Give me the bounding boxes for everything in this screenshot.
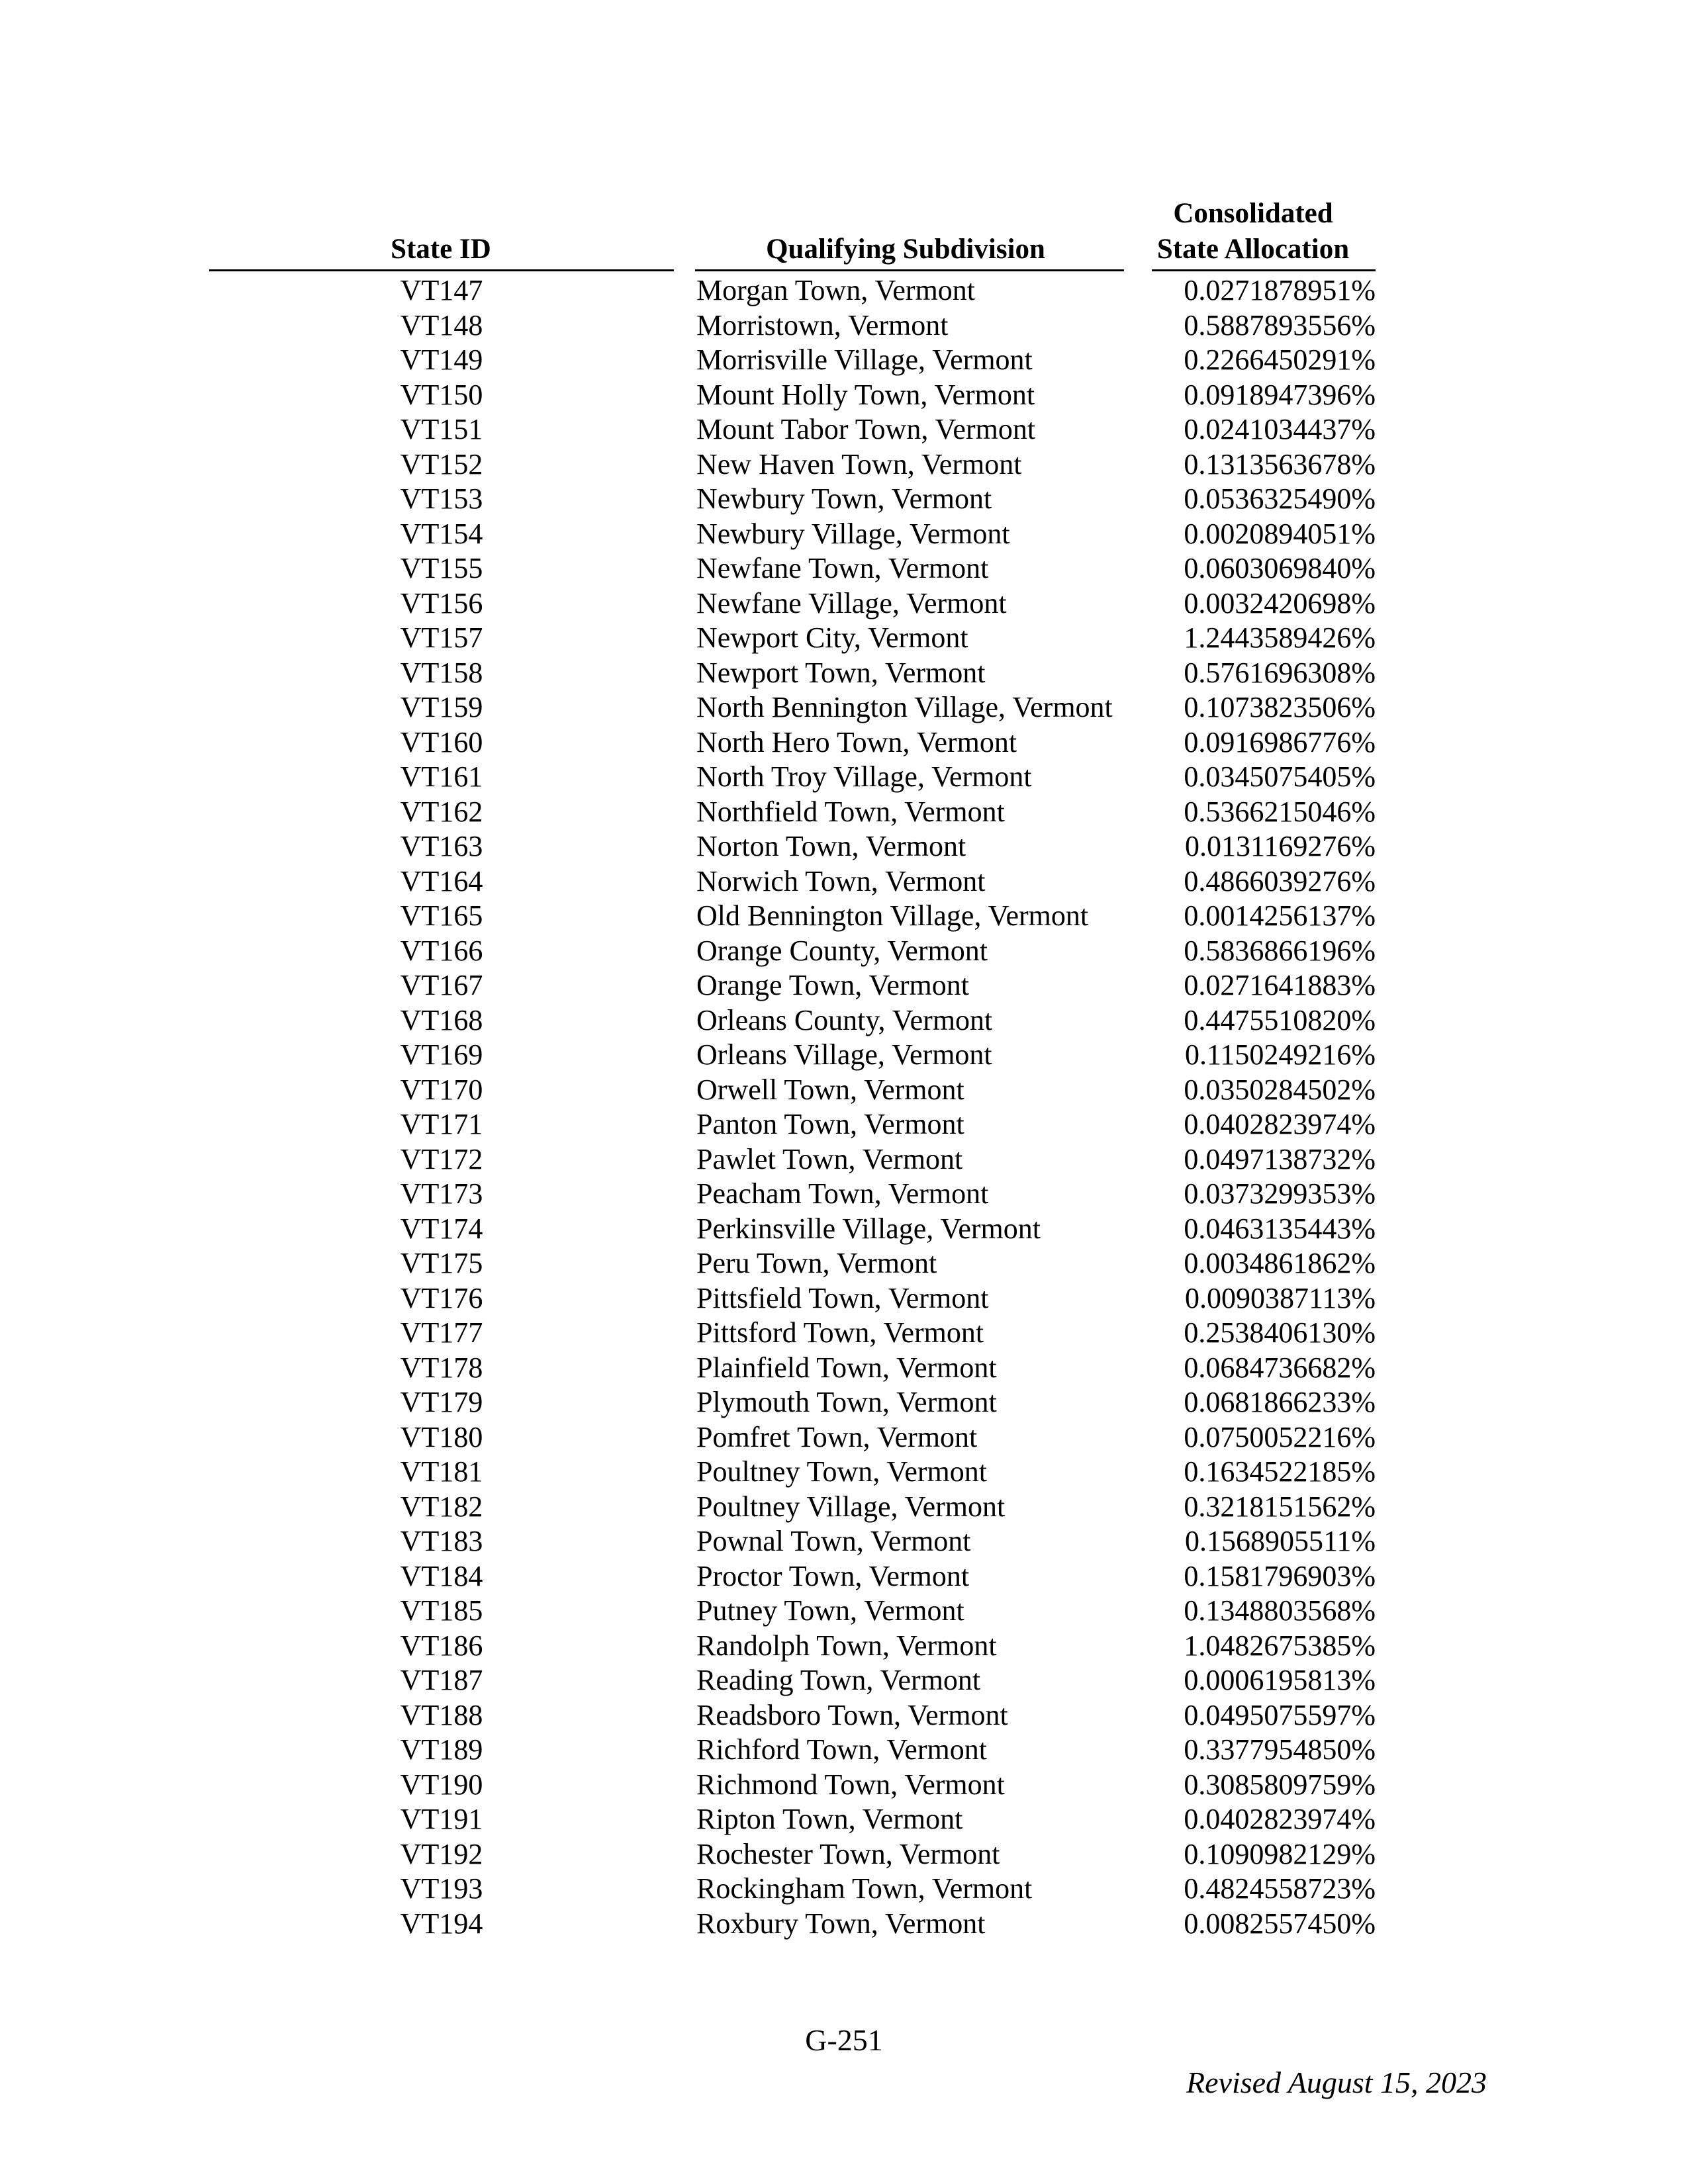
state-id-cell: VT165: [400, 899, 483, 932]
state-id-cell: VT171: [400, 1108, 483, 1140]
table-row: [0, 1316, 1688, 1351]
column-header-allocation-line2: State Allocation: [1156, 234, 1350, 265]
allocation-cell: 0.0916986776%: [1184, 725, 1376, 758]
table-row: [0, 1107, 1688, 1142]
allocation-cell: 0.0918947396%: [1184, 378, 1376, 411]
state-id-cell: VT153: [400, 482, 483, 515]
subdivision-cell: Morristown, Vermont: [696, 308, 949, 341]
subdivision-cell: Putney Town, Vermont: [696, 1594, 964, 1627]
table-row: [0, 1246, 1688, 1281]
allocation-cell: 0.2266450291%: [1184, 343, 1376, 376]
allocation-cell: 0.5887893556%: [1184, 308, 1376, 341]
table-row: [0, 899, 1688, 934]
state-id-cell: VT173: [400, 1177, 483, 1210]
allocation-cell: 0.0082557450%: [1184, 1907, 1376, 1940]
table-row: [0, 621, 1688, 656]
subdivision-cell: North Bennington Village, Vermont: [696, 691, 1113, 723]
table-header: [0, 196, 1688, 272]
state-id-cell: VT154: [400, 517, 483, 550]
allocation-cell: 1.0482675385%: [1184, 1629, 1376, 1662]
subdivision-cell: Newbury Village, Vermont: [696, 517, 1010, 550]
allocation-cell: 0.0020894051%: [1184, 517, 1376, 550]
subdivision-cell: Plainfield Town, Vermont: [696, 1351, 997, 1384]
allocation-cell: 0.1150249216%: [1184, 1038, 1376, 1071]
allocation-cell: 0.0032420698%: [1184, 586, 1376, 619]
allocation-cell: 0.0345075405%: [1184, 760, 1376, 793]
state-id-cell: VT192: [400, 1837, 483, 1870]
state-id-cell: VT175: [400, 1247, 483, 1279]
subdivision-cell: Poultney Village, Vermont: [696, 1490, 1006, 1523]
table-row: [0, 1177, 1688, 1212]
table-row: [0, 934, 1688, 969]
subdivision-cell: Pawlet Town, Vermont: [696, 1142, 963, 1175]
allocation-cell: 0.1348803568%: [1184, 1594, 1376, 1627]
state-id-cell: VT180: [400, 1420, 483, 1453]
subdivision-cell: Newport Town, Vermont: [696, 656, 986, 689]
allocation-cell: 0.3218151562%: [1184, 1490, 1376, 1523]
subdivision-cell: Orange County, Vermont: [696, 934, 988, 967]
table-row: [0, 1559, 1688, 1594]
table-row: [0, 378, 1688, 413]
state-id-cell: VT163: [400, 830, 483, 862]
allocation-cell: 0.0402823974%: [1184, 1803, 1376, 1835]
state-id-cell: VT148: [400, 308, 483, 341]
allocation-cell: 0.0402823974%: [1184, 1108, 1376, 1140]
subdivision-cell: Newport City, Vermont: [696, 621, 968, 654]
state-id-cell: VT177: [400, 1316, 483, 1349]
table-body: [0, 273, 1688, 1941]
state-id-cell: VT189: [400, 1733, 483, 1766]
subdivision-cell: Pomfret Town, Vermont: [696, 1420, 978, 1453]
state-id-cell: VT185: [400, 1594, 483, 1627]
subdivision-cell: Morgan Town, Vermont: [696, 274, 976, 306]
state-id-cell: VT159: [400, 691, 483, 723]
subdivision-cell: Pownal Town, Vermont: [696, 1525, 971, 1557]
table-row: [0, 1524, 1688, 1559]
table-row: [0, 829, 1688, 864]
state-id-cell: VT169: [400, 1038, 483, 1071]
subdivision-cell: New Haven Town, Vermont: [696, 447, 1022, 480]
subdivision-cell: Roxbury Town, Vermont: [696, 1907, 986, 1940]
subdivision-cell: Morrisville Village, Vermont: [696, 343, 1033, 376]
state-id-cell: VT178: [400, 1351, 483, 1384]
subdivision-cell: Norton Town, Vermont: [696, 830, 966, 862]
state-id-cell: VT150: [400, 378, 483, 411]
table-row: [0, 447, 1688, 482]
state-id-cell: VT157: [400, 621, 483, 654]
state-id-cell: VT166: [400, 934, 483, 967]
allocation-cell: 0.1313563678%: [1184, 447, 1376, 480]
allocation-cell: 0.1581796903%: [1184, 1559, 1376, 1592]
subdivision-cell: Randolph Town, Vermont: [696, 1629, 997, 1662]
allocation-cell: 0.0536325490%: [1184, 482, 1376, 515]
allocation-cell: 0.0271641883%: [1184, 969, 1376, 1001]
subdivision-cell: Poultney Town, Vermont: [696, 1455, 987, 1488]
table-row: [0, 760, 1688, 795]
subdivision-cell: Pittsfield Town, Vermont: [696, 1281, 989, 1314]
state-id-cell: VT191: [400, 1803, 483, 1835]
table-row: [0, 412, 1688, 447]
subdivision-cell: Mount Holly Town, Vermont: [696, 378, 1035, 411]
state-id-cell: VT182: [400, 1490, 483, 1523]
state-id-cell: VT160: [400, 725, 483, 758]
allocation-cell: 0.0495075597%: [1184, 1698, 1376, 1731]
table-row: [0, 690, 1688, 725]
table-row: [0, 1420, 1688, 1455]
state-id-cell: VT149: [400, 343, 483, 376]
state-id-cell: VT186: [400, 1629, 483, 1662]
state-id-cell: VT193: [400, 1872, 483, 1905]
subdivision-cell: Orange Town, Vermont: [696, 969, 970, 1001]
allocation-cell: 0.2538406130%: [1184, 1316, 1376, 1349]
subdivision-cell: Pittsford Town, Vermont: [696, 1316, 984, 1349]
table-row: [0, 1212, 1688, 1247]
subdivision-cell: Reading Town, Vermont: [696, 1664, 981, 1696]
subdivision-cell: Mount Tabor Town, Vermont: [696, 413, 1036, 445]
allocation-cell: 0.3377954850%: [1184, 1733, 1376, 1766]
state-id-cell: VT174: [400, 1212, 483, 1245]
state-id-cell: VT181: [400, 1455, 483, 1488]
allocation-cell: 0.5836866196%: [1184, 934, 1376, 967]
table-row: [0, 1281, 1688, 1316]
subdivision-cell: Proctor Town, Vermont: [696, 1559, 970, 1592]
allocation-cell: 0.0090387113%: [1184, 1281, 1376, 1314]
allocation-cell: 0.0241034437%: [1184, 413, 1376, 445]
state-id-cell: VT188: [400, 1698, 483, 1731]
table-row: [0, 1490, 1688, 1525]
table-row: [0, 586, 1688, 621]
allocation-cell: 0.5366215046%: [1184, 795, 1376, 828]
table-row: [0, 1629, 1688, 1664]
table-row: [0, 343, 1688, 378]
table-row: [0, 1663, 1688, 1698]
subdivision-cell: North Troy Village, Vermont: [696, 760, 1032, 793]
table-row: [0, 1003, 1688, 1038]
table-row: [0, 1698, 1688, 1733]
subdivision-cell: Peru Town, Vermont: [696, 1247, 937, 1279]
state-id-cell: VT152: [400, 447, 483, 480]
allocation-cell: 0.0271878951%: [1184, 274, 1376, 306]
state-id-cell: VT151: [400, 413, 483, 445]
allocation-cell: 0.0373299353%: [1184, 1177, 1376, 1210]
subdivision-cell: Peacham Town, Vermont: [696, 1177, 989, 1210]
state-id-cell: VT147: [400, 274, 483, 306]
allocation-cell: 0.0681866233%: [1184, 1386, 1376, 1418]
subdivision-cell: Orleans County, Vermont: [696, 1003, 993, 1036]
allocation-cell: 0.1090982129%: [1184, 1837, 1376, 1870]
subdivision-cell: Readsboro Town, Vermont: [696, 1698, 1008, 1731]
state-id-cell: VT190: [400, 1768, 483, 1801]
table-row: [0, 968, 1688, 1003]
state-id-cell: VT184: [400, 1559, 483, 1592]
subdivision-cell: North Hero Town, Vermont: [696, 725, 1017, 758]
allocation-cell: 0.4824558723%: [1184, 1872, 1376, 1905]
table-row: [0, 1073, 1688, 1108]
table-row: [0, 1455, 1688, 1490]
allocation-cell: 1.2443589426%: [1184, 621, 1376, 654]
state-id-cell: VT183: [400, 1525, 483, 1557]
allocation-cell: 0.4475510820%: [1184, 1003, 1376, 1036]
subdivision-cell: Northfield Town, Vermont: [696, 795, 1005, 828]
subdivision-cell: Plymouth Town, Vermont: [696, 1386, 997, 1418]
table-row: [0, 1802, 1688, 1837]
table-row: [0, 1768, 1688, 1803]
state-id-cell: VT172: [400, 1142, 483, 1175]
table-row: [0, 273, 1688, 308]
allocation-cell: 0.0034861862%: [1184, 1247, 1376, 1279]
subdivision-cell: Newfane Village, Vermont: [696, 586, 1007, 619]
allocation-cell: 0.0463135443%: [1184, 1212, 1376, 1245]
subdivision-cell: Orleans Village, Vermont: [696, 1038, 992, 1071]
subdivision-cell: Richmond Town, Vermont: [696, 1768, 1005, 1801]
subdivision-cell: Orwell Town, Vermont: [696, 1073, 964, 1106]
allocation-cell: 0.1073823506%: [1184, 691, 1376, 723]
table-row: [0, 1907, 1688, 1942]
subdivision-cell: Panton Town, Vermont: [696, 1108, 964, 1140]
state-id-cell: VT161: [400, 760, 483, 793]
table-row: [0, 864, 1688, 899]
header-underline-subdivision: [695, 269, 1124, 271]
table-row: [0, 1385, 1688, 1420]
subdivision-cell: Richford Town, Vermont: [696, 1733, 987, 1766]
table-row: [0, 308, 1688, 343]
subdivision-cell: Newfane Town, Vermont: [696, 552, 989, 584]
subdivision-cell: Ripton Town, Vermont: [696, 1803, 963, 1835]
state-id-cell: VT170: [400, 1073, 483, 1106]
table-row: [0, 1142, 1688, 1177]
allocation-cell: 0.0006195813%: [1184, 1664, 1376, 1696]
allocation-cell: 0.1634522185%: [1184, 1455, 1376, 1488]
table-row: [0, 656, 1688, 691]
revision-date: Revised August 15, 2023: [1186, 2066, 1487, 2099]
table-row: [0, 1594, 1688, 1629]
table-row: [0, 795, 1688, 830]
state-id-cell: VT156: [400, 586, 483, 619]
subdivision-cell: Newbury Town, Vermont: [696, 482, 992, 515]
page-number: G-251: [805, 2023, 883, 2057]
state-id-cell: VT194: [400, 1907, 483, 1940]
allocation-cell: 0.0603069840%: [1184, 552, 1376, 584]
allocation-cell: 0.3085809759%: [1184, 1768, 1376, 1801]
allocation-cell: 0.0684736682%: [1184, 1351, 1376, 1384]
state-id-cell: VT158: [400, 656, 483, 689]
header-underline-allocation: [1152, 269, 1376, 271]
allocation-cell: 0.0014256137%: [1184, 899, 1376, 932]
allocation-cell: 0.5761696308%: [1184, 656, 1376, 689]
state-id-cell: VT168: [400, 1003, 483, 1036]
table-row: [0, 551, 1688, 586]
allocation-cell: 0.0131169276%: [1184, 830, 1376, 862]
allocation-cell: 0.1568905511%: [1184, 1525, 1376, 1557]
table-row: [0, 1351, 1688, 1386]
table-row: [0, 517, 1688, 552]
state-id-cell: VT167: [400, 969, 483, 1001]
subdivision-cell: Perkinsville Village, Vermont: [696, 1212, 1041, 1245]
column-header-allocation-line1: Consolidated: [1173, 198, 1333, 229]
allocation-cell: 0.0350284502%: [1184, 1073, 1376, 1106]
allocation-cell: 0.0497138732%: [1184, 1142, 1376, 1175]
state-id-cell: VT187: [400, 1664, 483, 1696]
table-row: [0, 1733, 1688, 1768]
table-row: [0, 482, 1688, 517]
header-underline-state-id: [209, 269, 674, 271]
column-header-state-id: State ID: [391, 234, 491, 265]
allocation-cell: 0.4866039276%: [1184, 864, 1376, 897]
state-id-cell: VT176: [400, 1281, 483, 1314]
table-row: [0, 725, 1688, 760]
table-row: [0, 1038, 1688, 1073]
subdivision-cell: Norwich Town, Vermont: [696, 864, 986, 897]
state-id-cell: VT179: [400, 1386, 483, 1418]
allocation-cell: 0.0750052216%: [1184, 1420, 1376, 1453]
table-row: [0, 1837, 1688, 1872]
state-id-cell: VT155: [400, 552, 483, 584]
subdivision-cell: Old Bennington Village, Vermont: [696, 899, 1089, 932]
subdivision-cell: Rockingham Town, Vermont: [696, 1872, 1033, 1905]
state-id-cell: VT164: [400, 864, 483, 897]
table-row: [0, 1872, 1688, 1907]
column-header-consolidated-state-allocation: [1137, 196, 1369, 267]
subdivision-cell: Rochester Town, Vermont: [696, 1837, 1000, 1870]
state-id-cell: VT162: [400, 795, 483, 828]
column-header-qualifying-subdivision: Qualifying Subdivision: [766, 234, 1045, 265]
